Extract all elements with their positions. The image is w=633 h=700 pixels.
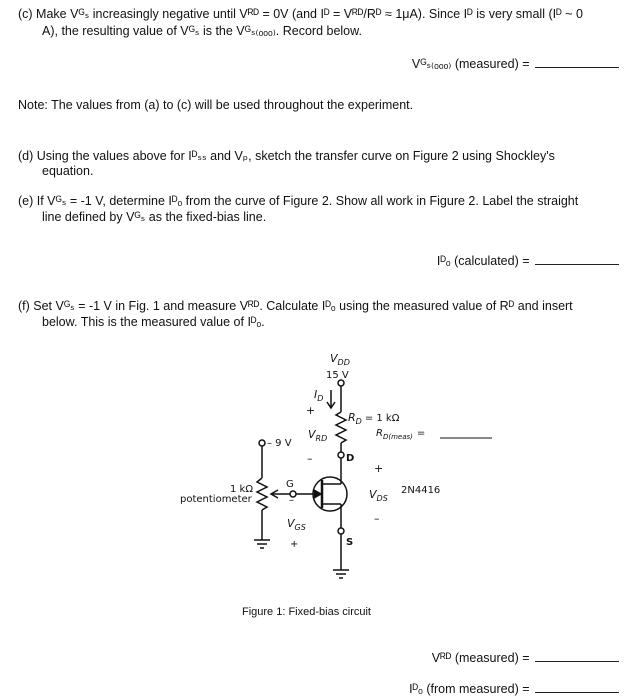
item-f-line1: (f) Set Vᴳₛ = -1 V in Fig. 1 and measure Vᴿᴰ. Calculate Iᴰₒ using the measured value of Rᴰ and insert (18, 299, 573, 313)
vgs-off-answer-label: Vᴳₛ₍ₒₒₒ₎ (measured) = (411, 57, 530, 71)
ido-calc-answer-label: Iᴰₒ (calculated) = (436, 254, 530, 268)
source-ground-icon (333, 570, 349, 578)
pot-label: potentiometer (180, 494, 252, 505)
item-d-line1: (d) Using the values above for Iᴰₛₛ and Vₚ, sketch the transfer curve on Figure 2 using Shockley's (18, 149, 555, 163)
note-text: Note: The values from (a) to (c) will be used throughout the experiment. (18, 98, 414, 112)
vrd-minus: – (307, 452, 313, 465)
drain-terminal (338, 452, 344, 458)
item-e-line1: (e) If Vᴳₛ = -1 V, determine Iᴰₒ from the curve of Figure 2. Show all work in Figure 2. Label the straight (18, 194, 579, 208)
vds-label: $V_{DS}$ (369, 488, 388, 503)
id-label: $I_D$ (314, 388, 324, 403)
drain-label: D (346, 453, 355, 464)
vrd-answer-blank[interactable] (535, 651, 619, 662)
vds-minus: – (374, 512, 380, 525)
vrd-plus: + (306, 404, 316, 417)
source-label: S (346, 537, 354, 548)
ido-measured-answer-blank[interactable] (535, 682, 619, 693)
vdd-value: 15 V (326, 370, 349, 381)
vgs-plus: + (290, 539, 299, 550)
part-number: 2N4416 (401, 485, 441, 496)
figure-caption: Figure 1: Fixed-bias circuit (242, 606, 371, 618)
item-c-line2: A), the resulting value of Vᴳₛ is the Vᴳₛ₍ₒₒₒ₎. Record below. (42, 24, 362, 38)
ido-measured-answer-label: Iᴰₒ (from measured) = (409, 682, 530, 696)
vdd-label: $V_{DD}$ (330, 352, 350, 367)
rd-resistor (336, 412, 346, 443)
neg9v-terminal (259, 440, 265, 446)
rd-meas-label: $R_{D(meas)}$ = (376, 428, 426, 441)
id-arrow-icon (327, 390, 335, 408)
ido-measured-answer-row (409, 682, 619, 696)
gate-label: G (286, 479, 294, 490)
vrd-label: $V_{RD}$ (308, 428, 328, 443)
vds-plus: + (374, 462, 384, 475)
item-e-line2: line defined by Vᴳₛ as the fixed-bias line. (42, 210, 267, 224)
gate-arrow-icon (314, 490, 321, 498)
vrd-answer-row (432, 651, 619, 665)
vgs-label: $V_{GS}$ (287, 517, 306, 532)
wiper-arrow-icon (271, 490, 290, 498)
rd-label: $R_D = 1$ kΩ (348, 411, 400, 426)
pot-value: 1 kΩ (230, 484, 253, 495)
vgs-minus: – (289, 495, 294, 506)
item-c-line1: (c) Make Vᴳₛ increasingly negative until Vᴿᴰ = 0V (and Iᴰ = Vᴿᴰ/Rᴰ ≈ 1μA). Since Iᴰ is very small (Iᴰ ~ 0 (18, 7, 583, 21)
item-f-line2: below. This is the measured value of Iᴰₒ. (42, 315, 265, 329)
vrd-answer-label: Vᴿᴰ (measured) = (431, 651, 530, 665)
potentiometer-resistor (257, 478, 267, 510)
item-d-line2: equation. (42, 164, 94, 178)
pot-ground-icon (254, 540, 270, 548)
source-terminal (338, 528, 344, 534)
neg9v-label: – 9 V (267, 438, 292, 449)
